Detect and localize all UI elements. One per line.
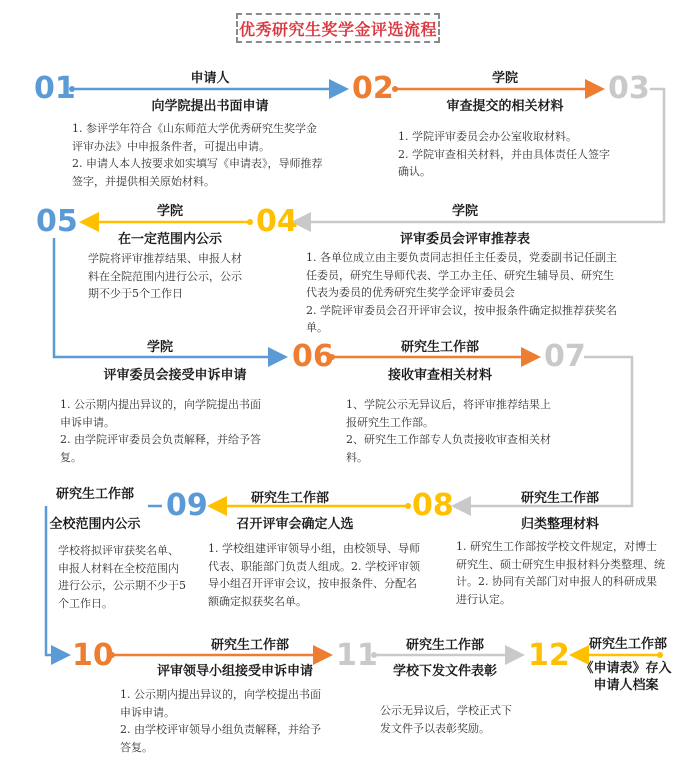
step-05-description xyxy=(88,250,248,303)
step-01-number: 01 xyxy=(34,71,76,106)
step-10-description xyxy=(120,686,330,756)
announce-description xyxy=(58,542,188,612)
announce-actor: 研究生工作部 xyxy=(55,487,134,502)
step-02-actor: 学院 xyxy=(491,71,518,86)
step-11-number: 11 xyxy=(336,638,378,673)
step-08-action: 归类整理材料 xyxy=(520,517,599,532)
step-10-number: 10 xyxy=(72,638,114,673)
step-09-desc-line-1: 1. 学校组建评审领导小组，由校领导、导师代表、职能部门负责人组成。2. 学校评审领导小组召开评审会议，按申报条件、分配名额确定拟获奖名单。 xyxy=(208,542,420,608)
announce-action: 全校范围内公示 xyxy=(49,517,141,532)
step-06-desc-line-1: 1. 公示期内提出异议的，向学院提出书面申诉申请。 xyxy=(60,398,261,429)
page-title xyxy=(236,13,440,43)
step-01-description xyxy=(72,120,324,190)
step-10-desc-line-1: 1. 公示期内提出异议的，向学校提出书面申诉申请。 xyxy=(120,688,321,719)
step-06-number: 06 xyxy=(292,339,334,374)
step-02-desc-line-1: 1. 学院评审委员会办公室收取材料。 xyxy=(398,130,577,143)
step-09-action: 召开评审会确定人选 xyxy=(236,517,354,532)
step-01-desc-line-1: 1. 参评学年符合《山东师范大学优秀研究生奖学金评审办法》中申报条件者，可提出申请。 xyxy=(72,122,317,153)
step-04-desc-line-2: 2. 学院评审委员会召开评审会议，按申报条件确定拟推荐获奖名单。 xyxy=(306,303,617,335)
step-06-action: 评审委员会接受申诉申请 xyxy=(103,368,247,383)
step-04-action: 评审委员会评审推荐表 xyxy=(399,232,530,247)
step-06-desc-line-2: 2. 由学院评审委员会负责解释，并给予答复。 xyxy=(60,433,261,464)
step-02-description xyxy=(398,128,610,181)
step-04-desc-line-1: 1. 各单位成立由主要负责同志担任主任委员，党委副书记任副主任委员，研究生导师代表、学工办主任、研究生辅导员、研究生代表为委员的优秀研究生奖学金评审委员会 xyxy=(306,251,617,300)
step-11-description xyxy=(380,702,520,737)
step-03-number: 03 xyxy=(608,71,650,106)
step-04-number: 04 xyxy=(256,204,298,239)
step-07-description xyxy=(346,396,558,466)
step-04-actor: 学院 xyxy=(451,204,478,219)
step-07-desc-line-1: 1、学院公示无异议后，将评审推荐结果上报研究生工作部。 xyxy=(346,398,551,429)
step-09-number: 09 xyxy=(166,488,208,523)
step-07-action: 接收审查相关材料 xyxy=(387,368,492,383)
page-title-text: 优秀研究生奖学金评选流程 xyxy=(238,19,437,39)
step-06-actor: 学院 xyxy=(146,340,173,355)
step-08-description xyxy=(456,538,666,608)
step-08-number: 08 xyxy=(412,488,454,523)
step-01-desc-line-2: 2. 申请人本人按要求如实填写《申请表》，导师推荐签字，并提供相关原始材料。 xyxy=(72,157,323,188)
step-02-number: 02 xyxy=(352,71,394,106)
step-01-action: 向学院提出书面申请 xyxy=(151,99,269,114)
step-05-desc-line-1: 学院将评审推荐结果、申报人材料在全院范围内进行公示，公示期不少于5个工作日 xyxy=(88,252,242,301)
step-11-desc-line-1: 公示无异议后，学校正式下发文件予以表彰奖励。 xyxy=(380,704,512,735)
step-07-actor: 研究生工作部 xyxy=(400,340,479,355)
step-05-number: 05 xyxy=(36,204,78,239)
step-08-actor: 研究生工作部 xyxy=(520,491,599,506)
step-09-actor: 研究生工作部 xyxy=(250,491,329,506)
step-06-description xyxy=(60,396,266,466)
step-11-action: 学校下发文件表彰 xyxy=(392,664,497,679)
step-04-description xyxy=(306,249,624,337)
step-02-action: 审查提交的相关材料 xyxy=(446,99,564,114)
step-12-actor: 研究生工作部 xyxy=(588,637,667,652)
step-10-actor: 研究生工作部 xyxy=(210,638,289,653)
step-10-action: 评审领导小组接受申诉申请 xyxy=(156,664,313,679)
step-07-desc-line-2: 2、研究生工作部专人负责接收审查相关材料。 xyxy=(346,433,551,464)
step-10-desc-line-2: 2. 由学校评审领导小组负责解释，并给予答复。 xyxy=(120,723,321,754)
step-12-action: 《申请表》存入申请人档案 xyxy=(580,661,672,693)
step-09-description xyxy=(208,540,420,610)
step-08-desc-line-1: 1. 研究生工作部按学校文件规定，对博士研究生、硕士研究生申报材料分类整理、统计。2. 协同有关部门对申报人的科研成果进行认定。 xyxy=(456,540,665,606)
step-07-number: 07 xyxy=(544,339,586,374)
step-01-actor: 申请人 xyxy=(190,71,230,86)
step-05-action: 在一定范围内公示 xyxy=(117,232,222,247)
step-02-desc-line-2: 2. 学院审查相关材料，并由具体责任人签字确认。 xyxy=(398,147,610,179)
announce-desc-line-1: 学校将拟评审获奖名单、申报人材料在全校范围内进行公示，公示期不少于5个工作日。 xyxy=(58,544,186,610)
step-11-actor: 研究生工作部 xyxy=(405,638,484,653)
step-05-actor: 学院 xyxy=(156,204,183,219)
step-12-number: 12 xyxy=(528,638,570,673)
